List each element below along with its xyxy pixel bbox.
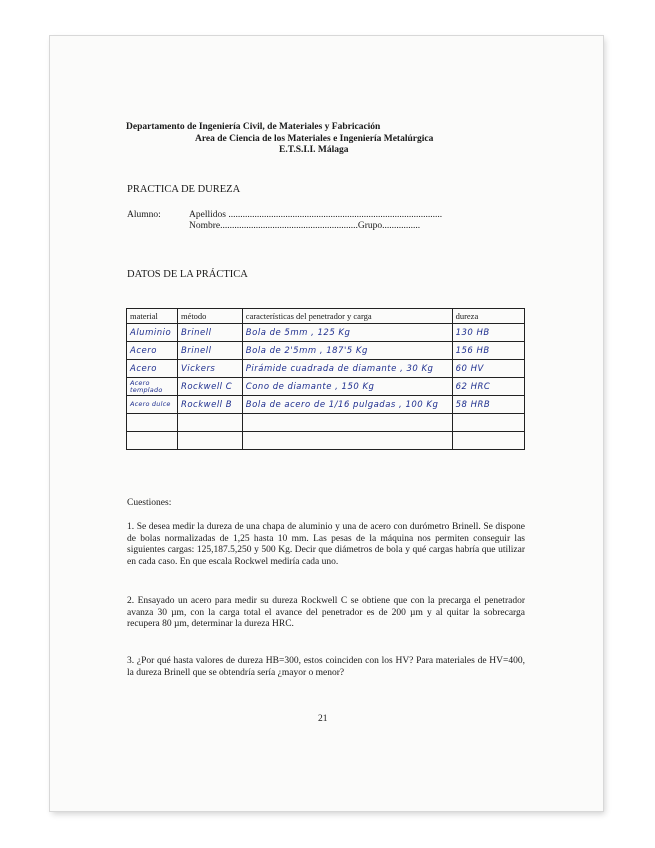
- cell-method: Rockwell C: [177, 378, 242, 396]
- cell-indenter-load: Pirámide cuadrada de diamante , 30 Kg: [242, 360, 452, 378]
- cell-method: Brinell: [177, 342, 242, 360]
- question-2: 2. Ensayado un acero para medir su dureza Rockwell C se obtiene que con la precarga el penetrador avanza 30 µm, con la carga total el avance del penetrador es de 200 µm y al quitar la sobrecarga recupera 80 µm, determinar la dureza HRC.: [127, 596, 525, 629]
- cell-method: Rockwell B: [177, 396, 242, 414]
- practice-data-title: DATOS DE LA PRÁCTICA: [127, 269, 248, 280]
- cell-material: [127, 414, 178, 432]
- cell-indenter-load: [242, 432, 452, 450]
- table-row: [127, 432, 525, 450]
- student-label: Alumno:: [127, 210, 161, 220]
- table-row: [127, 342, 525, 360]
- header-material: material: [127, 309, 178, 324]
- questions-title: Cuestiones:: [127, 498, 172, 508]
- practice-title: PRACTICA DE DUREZA: [127, 184, 241, 195]
- cell-indenter-load: Bola de 5mm , 125 Kg: [242, 324, 452, 342]
- question-3: 3. ¿Por qué hasta valores de dureza HB=300, estos coinciden con los HV? Para materiales de HV=400, la dureza Brinell que se obtendría sería ¿mayor o menor?: [127, 656, 525, 678]
- document-page: [50, 36, 603, 811]
- cell-material: Acero: [127, 342, 178, 360]
- cell-indenter-load: Bola de acero de 1/16 pulgadas , 100 Kg: [242, 396, 452, 414]
- header-school: E.T.S.I.I. Málaga: [279, 145, 349, 155]
- cell-indenter-load: Bola de 2'5mm , 187'5 Kg: [242, 342, 452, 360]
- table-row: [127, 360, 525, 378]
- header-department: Departamento de Ingeniería Civil, de Materiales y Fabricación: [126, 122, 381, 132]
- surname-field[interactable]: Apellidos ..........................................................................................: [189, 210, 443, 220]
- cell-material: Aluminio: [127, 324, 178, 342]
- table-row: [127, 378, 525, 396]
- table-row: [127, 414, 525, 432]
- cell-hardness: 60 HV: [452, 360, 524, 378]
- cell-method: Vickers: [177, 360, 242, 378]
- question-1: 1. Se desea medir la dureza de una chapa de aluminio y una de acero con durómetro Brinell. Se dispone de bolas normalizadas de 1,25 hasta 10 mm. Las pesas de la máquina nos permiten conseguir las siguientes cargas: 125,187.5,250 y 500 Kg. Decir que diámetros de bola y qué cargas habría que utilizar en cada caso. En que escala Rockwel mediría cada uno.: [127, 522, 525, 567]
- table-row: [127, 324, 525, 342]
- header-area: Area de Ciencia de los Materiales e Ingeniería Metalúrgica: [195, 133, 434, 144]
- page-number: 21: [318, 714, 328, 724]
- hardness-data-table: [126, 308, 525, 450]
- cell-method: Brinell: [177, 324, 242, 342]
- cell-indenter-load: [242, 414, 452, 432]
- cell-hardness: [452, 432, 524, 450]
- table-header-row: [127, 309, 525, 324]
- header-hardness: dureza: [452, 309, 524, 324]
- cell-hardness: 130 HB: [452, 324, 524, 342]
- cell-material: Acero: [127, 360, 178, 378]
- cell-hardness: 62 HRC: [452, 378, 524, 396]
- cell-method: [177, 432, 242, 450]
- cell-hardness: 58 HRB: [452, 396, 524, 414]
- cell-material: Acero dulce: [127, 396, 178, 414]
- cell-material: [127, 432, 178, 450]
- name-group-field[interactable]: Nombre..........................................................Grupo................: [189, 221, 421, 231]
- department-header: [126, 122, 433, 157]
- cell-hardness: [452, 414, 524, 432]
- cell-material: Acero templado: [127, 378, 178, 396]
- cell-method: [177, 414, 242, 432]
- table-row: [127, 396, 525, 414]
- header-indenter-load: características del penetrador y carga: [242, 309, 452, 324]
- header-method: método: [177, 309, 242, 324]
- cell-indenter-load: Cono de diamante , 150 Kg: [242, 378, 452, 396]
- cell-hardness: 156 HB: [452, 342, 524, 360]
